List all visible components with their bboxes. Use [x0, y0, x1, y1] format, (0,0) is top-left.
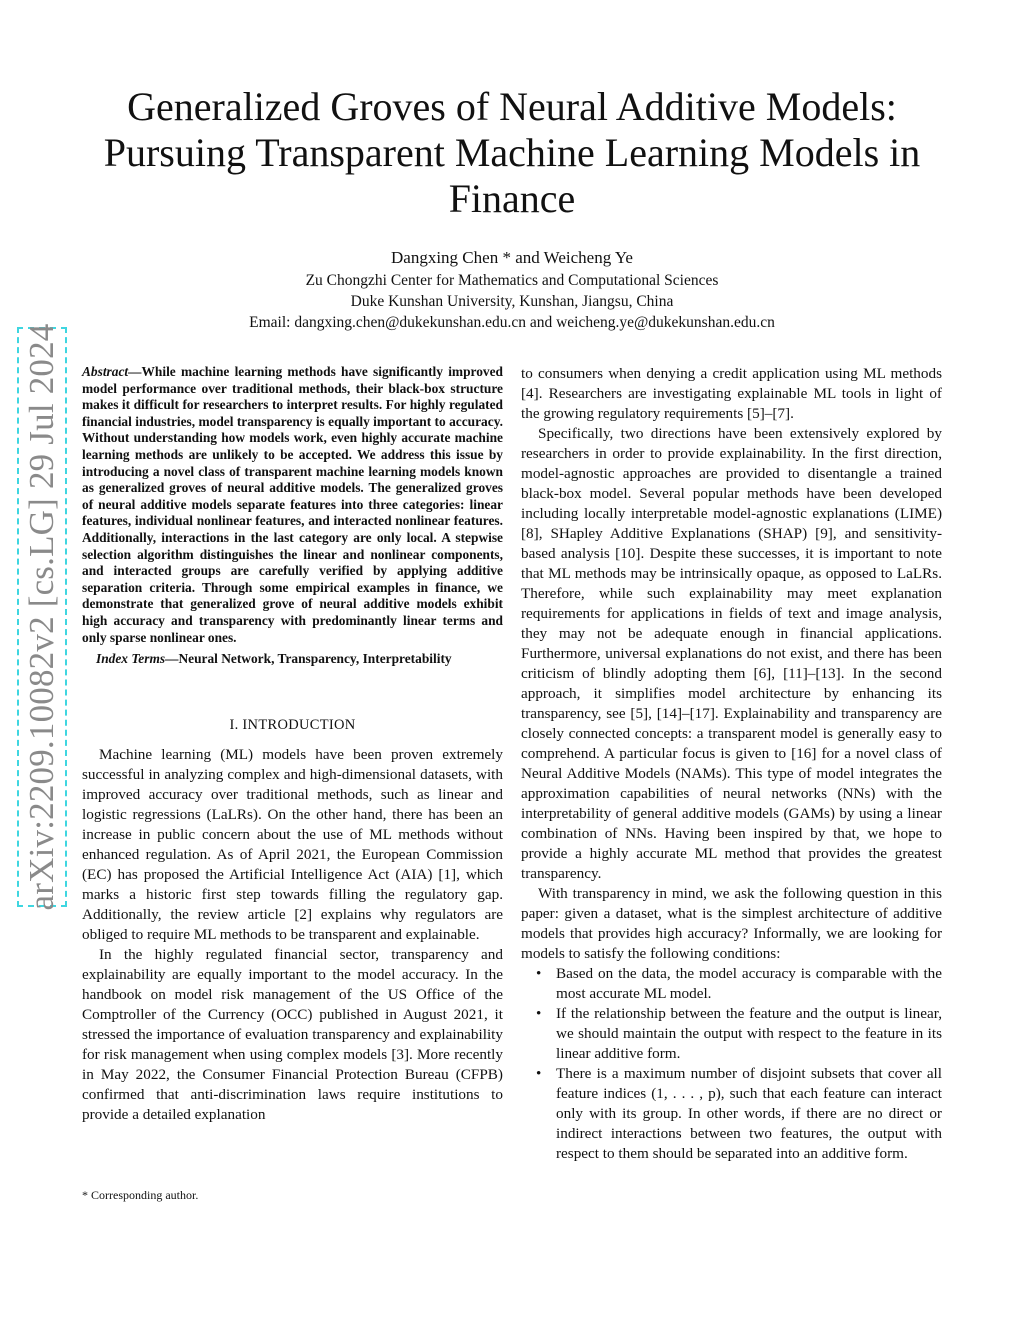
- index-terms: [96, 650, 503, 667]
- paper-title: Generalized Groves of Neural Additive Models: Pursuing Transparent Machine Learning Models in Finance: [103, 84, 921, 221]
- index-terms-label: Index Terms—: [96, 651, 179, 667]
- body-paragraph: With transparency in mind, we ask the following question in this paper: given a dataset, what is the simplest architecture of additive models that provides high accuracy? Informally, we are looking for models to satisfy the following conditions:: [521, 885, 942, 962]
- list-item: • There is a maximum number of disjoint subsets that cover all feature indices (1, . . . , p), such that each feature can interact only with its group. In other words, if there are no direct or indirect interactions between two features, the output with respect to them should be separated into an additive form.: [556, 1064, 942, 1164]
- arxiv-stamp: [17, 323, 67, 911]
- authors: Dangxing Chen * and Weicheng Ye: [391, 248, 633, 267]
- intro-paragraph: In the highly regulated financial sector, transparency and explainability are equally important to the model accuracy. In the handbook on model risk management of the US Office of the Comptroller of the Currency (OCC) published in August 2021, it stressed the importance of evaluation transparency and explainability for risk management when using complex models [3]. More recently in May 2022, the Consumer Financial Protection Bureau (CFPB) confirmed that anti-discrimination laws require institutions to provide a detailed explanation: [82, 946, 503, 1124]
- intro-paragraph: Machine learning (ML) models have been proven extremely successful in analyzing complex and high-dimensional datasets, with improved accuracy over traditional methods, such as linear and logistic regressions (LaLRs). On the other hand, there has been an increase in public concern about the use of ML methods without enhanced regulation. As of April 2021, the European Commission (EC) has proposed the Artificial Intelligence Act (AIA) [1], which marks a historic first step towards filling the regulatory gap. Additionally, the review article [2] explains why regulators are obliged to require ML methods to be transparent and explainable.: [82, 746, 503, 944]
- left-column: [82, 364, 503, 1125]
- right-column: [521, 364, 942, 1164]
- abstract: [82, 364, 503, 646]
- arxiv-identifier: arXiv:2209.10082v2 [cs.LG] 29 Jul 2024: [22, 323, 61, 911]
- section-heading-introduction: I. INTRODUCTION: [229, 717, 356, 734]
- body-paragraph: to consumers when denying a credit application using ML methods [4]. Researchers are investigating explainable ML tools in light of the growing regulatory requirements [5]–[7].: [521, 365, 942, 422]
- abstract-label: Abstract—: [82, 364, 142, 379]
- body-paragraph: Specifically, two directions have been extensively explored by researchers in order to provide explainability. In the first direction, model-agnostic approaches are provided to disentangle a trained black-box model. Several popular methods have been developed including locally interpretable model-agnostic explanations (LIME) [8], SHapley Additive Explanations (SHAP) [9], and sensitivity-based analysis [10]. Despite these successes, it is important to note that ML methods may be intrinsically opaque, as opposed to LaLRs. Therefore, while such explainability may meet explanation requirements for applications in fields of text and image analysis, they may not be adequate enough in financial applications. Furthermore, universal explanations do not exist, and there has been criticism of blindly adopting them [6], [11]–[13]. In the second approach, it simplifies model architecture by enhancing its transparency, see [5], [14]–[17]. Explainability and transparency are closely connected concepts: a transparent model is generally easy to comprehend. A particular focus is given to [16] for a novel class of Neural Additive Models (NAMs). This type of model integrates the approximation capabilities of neural networks (NNs) with the interpretability of general additive models (GAMs) by using a linear combination of NNs. Having been inspired by that, we hope to provide a highly accurate ML method that provides the greatest transparency.: [521, 425, 942, 882]
- conditions-list: [521, 964, 942, 1164]
- author-emails: Email: dangxing.chen@dukekunshan.edu.cn and weicheng.ye@dukekunshan.edu.cn: [249, 314, 775, 331]
- footnote: * Corresponding author.: [82, 1188, 199, 1202]
- affiliation-center: Zu Chongzhi Center for Mathematics and Computational Sciences: [305, 272, 719, 289]
- list-item: • If the relationship between the feature and the output is linear, we should maintain the output with respect to the feature in its linear additive form.: [556, 1004, 942, 1064]
- affiliation-university: Duke Kunshan University, Kunshan, Jiangsu, China: [350, 293, 674, 310]
- list-item: • Based on the data, the model accuracy is comparable with the most accurate ML model.: [556, 964, 942, 1004]
- abstract-text: While machine learning methods have significantly improved model performance over traditional methods, their black-box structure makes it difficult for researchers to interpret results. For highly regulated financial industries, model transparency is equally important to accuracy. Without understanding how models work, even highly accurate machine learning methods are unlikely to be accepted. We address this issue by introducing a novel class of transparent machine learning models known as generalized groves of neural additive models. The generalized groves of neural additive models separate features into three categories: linear features, individual nonlinear features, and interacted nonlinear features. Additionally, interactions in the last category are only local. A stepwise selection algorithm distinguishes the linear and nonlinear components, and interacted groups are carefully verified by applying additive separation criteria. Through some empirical examples in finance, we demonstrate that generalized grove of neural additive models exhibit high accuracy and transparency with predominantly linear terms and only sparse nonlinear ones.: [82, 364, 503, 645]
- index-terms-text: Neural Network, Transparency, Interpretability: [178, 651, 452, 667]
